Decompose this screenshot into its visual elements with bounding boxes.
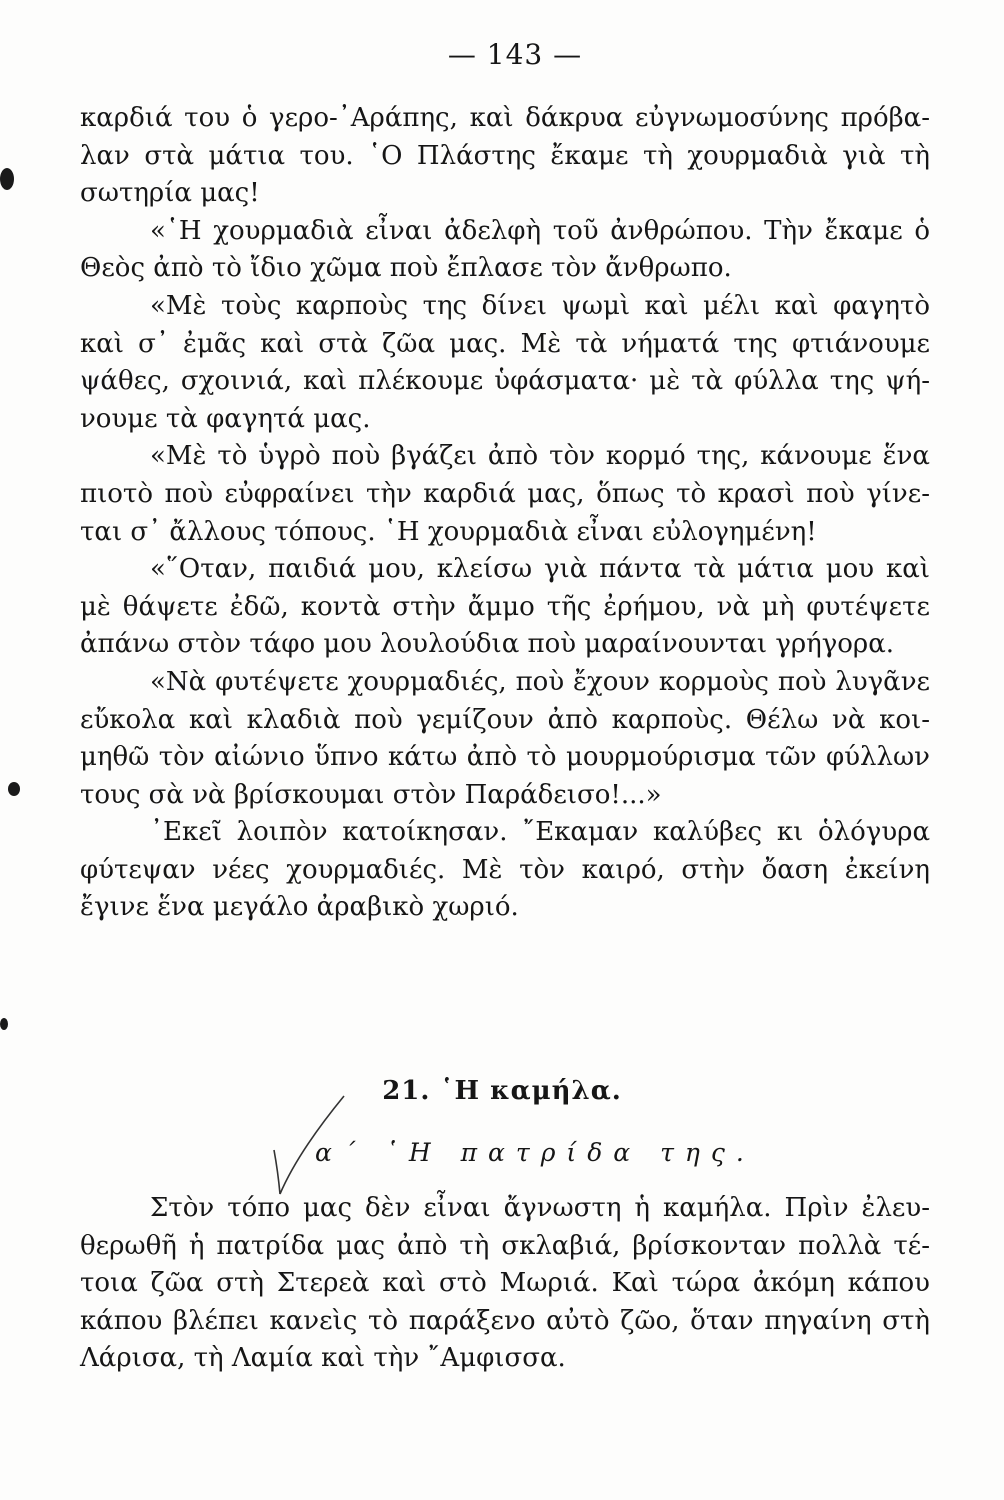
text-line: λαν στὰ μάτια του. ῾Ο Πλάστης ἔκαμε τὴ χουρμαδιὰ γιὰ τὴ <box>80 140 930 171</box>
text-line: μηθῶ τὸν αἰώνιο ὕπνο κάτω ἀπὸ τὸ μουρμούρισμα τῶν φύλλων <box>80 742 930 773</box>
text-line: φύτεψαν νέες χουρμαδιές. Μὲ τὸν καιρό, στὴν ὄαση ἐκείνη <box>80 854 930 885</box>
section-text-block <box>80 1190 930 1378</box>
text-line: «῾Η χουρμαδιὰ εἶναι ἀδελφὴ τοῦ ἀνθρώπου. Τὴν ἔκαμε ὁ <box>150 215 930 246</box>
text-line: τοια ζῶα στὴ Στερεὰ καὶ στὸ Μωριά. Καὶ τώρα ἀκόμη κάπου <box>80 1268 930 1299</box>
text-line: Θεὸς ἀπὸ τὸ ἴδιο χῶμα ποὺ ἔπλασε τὸν ἄνθρωπο. <box>80 253 732 284</box>
text-line: Λάρισα, τὴ Λαμία καὶ τὴν ῎Αμφισσα. <box>80 1343 566 1374</box>
text-line: κάπου βλέπει κανεὶς τὸ παράξενο αὐτὸ ζῶο, ὅταν πηγαίνη στὴ <box>80 1305 930 1336</box>
text-line: ἔγινε ἕνα μεγάλο ἀραβικὸ χωριό. <box>80 892 519 923</box>
text-line: τους σὰ νὰ βρίσκουμαι στὸν Παράδεισο!...» <box>80 779 662 810</box>
page-number: — 143 — <box>447 38 583 71</box>
text-line: Στὸν τόπο μας δὲν εἶναι ἄγνωστη ἡ καμήλα. Πρὶν ἐλευ- <box>150 1193 930 1223</box>
text-line: νουμε τὰ φαγητά μας. <box>80 403 371 434</box>
section-subheading: α΄ ῾Η πατρίδα της. <box>315 1138 755 1167</box>
chapter-heading: 21. ῾Η καμήλα. <box>382 1076 622 1106</box>
text-line: ται σ᾿ ἄλλους τόπους. ῾Η χουρμαδιὰ εἶναι εὐλογημένη! <box>80 516 817 547</box>
text-line: θερωθῆ ἡ πατρίδα μας ἀπὸ τὴ σκλαβιά, βρίσκονταν πολλὰ τέ- <box>80 1230 930 1261</box>
text-line: «῞Οταν, παιδιά μου, κλείσω γιὰ πάντα τὰ μάτια μου καὶ <box>150 554 930 585</box>
text-line: μὲ θάψετε ἐδῶ, κοντὰ στὴν ἄμμο τῆς ἐρήμου, νὰ μὴ φυτέψετε <box>80 591 930 622</box>
ink-blot <box>8 782 20 796</box>
text-line: εὔκολα καὶ κλαδιὰ ποὺ γεμίζουν ἀπὸ καρποὺς. Θέλω νὰ κοι- <box>80 704 930 735</box>
text-line: πιοτὸ ποὺ εὐφραίνει τὴν καρδιά μας, ὅπως τὸ κρασὶ ποὺ γίνε- <box>80 478 930 509</box>
text-line: «Μὲ τὸ ὑγρὸ ποὺ βγάζει ἀπὸ τὸν κορμό της, κάνουμε ἕνα <box>150 441 930 472</box>
text-line: ψάθες, σχοινιά, καὶ πλέκουμε ὑφάσματα· μὲ τὰ φύλλα της ψή- <box>80 366 930 397</box>
ink-blot <box>0 168 14 190</box>
text-line: «Νὰ φυτέψετε χουρμαδιές, ποὺ ἔχουν κορμοὺς ποὺ λυγᾶνε <box>150 666 930 697</box>
main-text-block <box>80 100 930 927</box>
text-line: καρδιά του ὁ γερο-᾿Αράπης, καὶ δάκρυα εὐγνωμοσύνης πρόβα- <box>80 103 930 133</box>
text-line: σωτηρία μας! <box>80 178 260 209</box>
text-line: καὶ σ᾿ ἐμᾶς καὶ στὰ ζῶα μας. Μὲ τὰ νήματά της φτιάνουμε <box>80 328 930 359</box>
ink-blot <box>0 1018 8 1030</box>
text-line: ἀπάνω στὸν τάφο μου λουλούδια ποὺ μαραίνουνται γρήγορα. <box>80 629 895 660</box>
text-line: «Μὲ τοὺς καρποὺς της δίνει ψωμὶ καὶ μέλι καὶ φαγητὸ <box>150 290 930 321</box>
text-line: ᾿Εκεῖ λοιπὸν κατοίκησαν. ῎Εκαμαν καλύβες κι ὁλόγυρα <box>150 817 930 848</box>
